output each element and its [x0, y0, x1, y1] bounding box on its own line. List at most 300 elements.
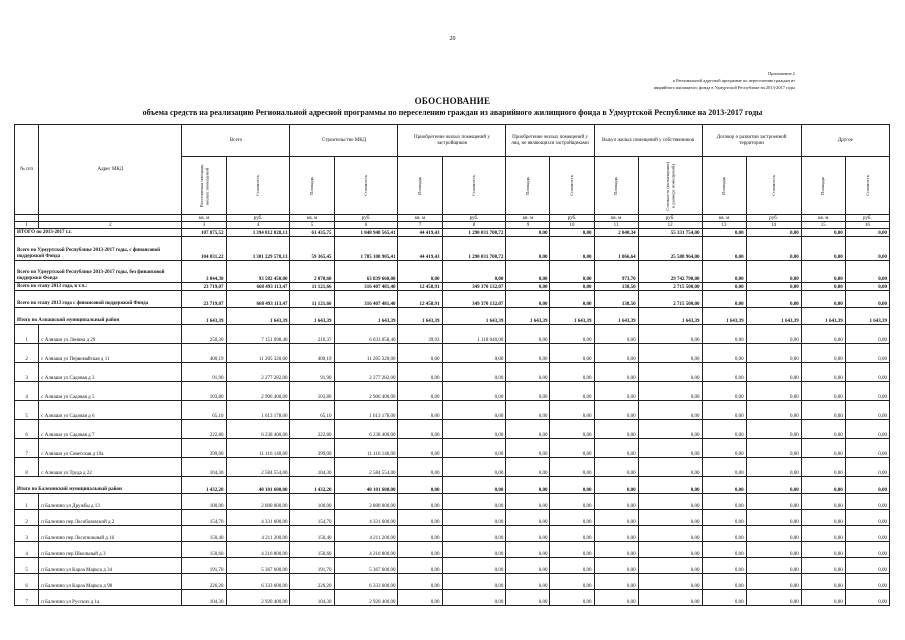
row-address: с Алнаши ул Первомайская д 11: [39, 344, 182, 363]
row-value: 0,00: [702, 325, 746, 344]
row-address: п Балезино ул Карла Маркса д 98: [39, 574, 182, 590]
row-value: 0,00: [845, 382, 889, 401]
row-value: 0,00: [845, 590, 889, 606]
summary-value: 0,00: [506, 261, 550, 283]
table-row: [15, 325, 890, 344]
header-group-total: Всего: [182, 125, 290, 157]
row-value: 0,00: [638, 526, 702, 542]
units-cell: руб.: [638, 215, 702, 222]
row-value: 104,30: [182, 458, 226, 477]
table-row: [15, 542, 890, 558]
header-sub-text: Площадь: [721, 176, 727, 195]
row-value: 0,00: [550, 420, 594, 439]
row-value: 2 906 400,00: [334, 382, 398, 401]
row-value: 0,00: [550, 510, 594, 526]
header-num: № п/п: [15, 125, 39, 215]
header-sub: [290, 157, 334, 215]
row-value: 0,00: [594, 458, 638, 477]
row-value: 0,00: [845, 401, 889, 420]
units-cell: руб.: [550, 215, 594, 222]
row-value: 100,00: [182, 494, 226, 510]
summary-value: 107 875,52: [182, 229, 226, 237]
row-value: 0,00: [506, 526, 550, 542]
summary-value: 0,00: [550, 237, 594, 261]
row-number: 4: [15, 382, 39, 401]
table-row: [15, 344, 890, 363]
row-value: 0,00: [442, 458, 506, 477]
header-group-construction: Строительство МКД: [290, 125, 398, 157]
header-sub-text: Стоимость: [363, 174, 369, 197]
row-value: 0,00: [801, 420, 845, 439]
row-value: 65,10: [290, 401, 334, 420]
row-value: 4 331 600,00: [334, 510, 398, 526]
row-value: 0,00: [442, 344, 506, 363]
units-cell: кв. м: [594, 215, 638, 222]
header-sub: [506, 157, 550, 215]
row-address: с Алнаши ул Садовая д 3: [39, 363, 182, 382]
column-number: 16: [845, 222, 889, 229]
summary-value: 0,00: [550, 291, 594, 308]
row-value: 0,00: [801, 344, 845, 363]
row-value: 0,00: [398, 510, 442, 526]
row-value: 2 920 400,00: [226, 590, 290, 606]
row-value: 103,80: [290, 382, 334, 401]
row-value: 0,00: [845, 574, 889, 590]
header-address: Адрес МКД: [39, 125, 182, 215]
summary-value: 40 101 600,00: [226, 477, 290, 494]
row-value: 0,00: [702, 401, 746, 420]
row-value: 0,00: [398, 363, 442, 382]
row-value: 2 277 282,00: [226, 363, 290, 382]
summary-value: 11 121,66: [290, 283, 334, 291]
row-value: 0,00: [506, 590, 550, 606]
row-value: 0,00: [594, 494, 638, 510]
row-value: 0,00: [442, 542, 506, 558]
row-value: 11 116 140,00: [334, 439, 398, 458]
column-number: 11: [594, 222, 638, 229]
header-group-developers: Приобретение жилых помещений у застройщиков: [398, 125, 506, 157]
row-value: 91,90: [290, 363, 334, 382]
header-sub-text: Площадь: [820, 176, 826, 195]
summary-value: 0,00: [702, 477, 746, 494]
row-value: 0,00: [594, 542, 638, 558]
summary-value: 0,00: [845, 261, 889, 283]
summary-value: 1 290 831 708,72: [442, 237, 506, 261]
row-number: 3: [15, 363, 39, 382]
row-value: 0,00: [702, 510, 746, 526]
row-value: 226,20: [182, 574, 226, 590]
summary-value: 29 742 790,00: [638, 261, 702, 283]
summary-value: 0,00: [506, 477, 550, 494]
row-value: 0,00: [845, 494, 889, 510]
units-cell: кв. м: [702, 215, 746, 222]
column-number: 7: [398, 222, 442, 229]
row-value: 4 216 800,00: [226, 542, 290, 558]
row-value: 2 800 000,00: [334, 494, 398, 510]
row-value: 0,00: [550, 458, 594, 477]
appendix-note: [654, 70, 795, 91]
units-cell: кв. м: [801, 215, 845, 222]
summary-value: 0,00: [746, 229, 801, 237]
summary-value: 0,00: [638, 477, 702, 494]
row-value: 0,00: [442, 401, 506, 420]
row-value: 0,00: [746, 542, 801, 558]
summary-value: 0,00: [506, 283, 550, 291]
row-value: 250,30: [182, 325, 226, 344]
row-value: 11 205 320,00: [226, 344, 290, 363]
summary-value: 316 407 481,40: [334, 283, 398, 291]
row-value: 0,00: [442, 590, 506, 606]
row-value: 0,00: [845, 526, 889, 542]
row-value: 0,00: [845, 510, 889, 526]
row-value: 0,00: [398, 458, 442, 477]
row-value: 0,00: [398, 558, 442, 574]
row-value: 0,00: [506, 382, 550, 401]
summary-value: 0,00: [801, 261, 845, 283]
row-address: с Алнаши ул Ленина д 29: [39, 325, 182, 344]
row-value: 0,00: [506, 494, 550, 510]
document-subtitle: объема средств на реализацию Региональной адресной программы по переселению граждан из аварийного жилищного фонда в Удмуртской Республике на 2013-2017 годы: [142, 108, 763, 117]
summary-value: 1 643,39: [594, 308, 638, 325]
row-value: 0,00: [702, 382, 746, 401]
summary-value: 0,00: [398, 477, 442, 494]
summary-label: Всего по Удмуртской Республике 2013-2017 годы, с финансовой поддержкой Фонда: [15, 237, 182, 261]
row-value: 0,00: [845, 363, 889, 382]
row-value: 0,00: [398, 344, 442, 363]
row-value: 65,10: [182, 401, 226, 420]
row-value: 0,00: [638, 401, 702, 420]
row-value: 0,00: [442, 420, 506, 439]
row-value: 0,00: [702, 439, 746, 458]
summary-value: 0,00: [801, 237, 845, 261]
summary-value: 0,00: [550, 477, 594, 494]
row-value: 103,80: [182, 382, 226, 401]
row-value: 0,00: [398, 590, 442, 606]
row-address: с Алнаши ул Садовая д 7: [39, 420, 182, 439]
row-value: 39,93: [398, 325, 442, 344]
row-number: 7: [15, 590, 39, 606]
table-row: [15, 420, 890, 439]
row-value: 0,00: [550, 344, 594, 363]
table-row: [15, 494, 890, 510]
column-number: 8: [442, 222, 506, 229]
row-value: 0,00: [442, 558, 506, 574]
row-value: 6 333 600,00: [334, 574, 398, 590]
row-value: 226,20: [290, 574, 334, 590]
summary-label: Всего по этапу 2013 года, в т.ч.:: [15, 283, 182, 291]
row-value: 104,30: [182, 590, 226, 606]
row-value: 91,90: [182, 363, 226, 382]
header-sub: [801, 157, 845, 215]
summary-value: 0,00: [702, 291, 746, 308]
header-sub-text: Стоимость: [864, 174, 870, 197]
summary-value: 12 458,91: [398, 283, 442, 291]
summary-value: 55 331 754,00: [638, 229, 702, 237]
summary-value: 0,00: [845, 283, 889, 291]
row-value: 0,00: [746, 510, 801, 526]
row-value: 0,00: [702, 363, 746, 382]
row-value: 5 367 600,00: [226, 558, 290, 574]
row-value: 0,00: [702, 494, 746, 510]
row-value: 0,00: [702, 558, 746, 574]
row-value: 0,00: [594, 439, 638, 458]
row-value: 0,00: [550, 574, 594, 590]
column-number-row: [15, 222, 890, 229]
row-value: 0,00: [594, 420, 638, 439]
summary-label: Итого по Балезинский муниципальный район: [15, 477, 182, 494]
funding-table: [14, 124, 890, 606]
row-value: 4 211 200,00: [334, 526, 398, 542]
table-row: [15, 526, 890, 542]
row-value: 0,00: [594, 574, 638, 590]
row-value: 0,00: [746, 558, 801, 574]
row-value: 0,00: [801, 363, 845, 382]
row-value: 0,00: [506, 510, 550, 526]
row-value: 0,00: [845, 344, 889, 363]
header-sub-text: Расселяемая площадь жилых помещений: [198, 164, 210, 207]
row-number: 2: [15, 344, 39, 363]
row-value: 0,00: [398, 494, 442, 510]
header-group-non-developers: Приобретение жилых помещений у лиц, не являющихся застройщиками: [506, 125, 594, 157]
row-value: 0,00: [801, 439, 845, 458]
row-value: 2 906 400,00: [226, 382, 290, 401]
row-value: 0,00: [702, 420, 746, 439]
row-address: с Алнаши ул Советская д 19а: [39, 439, 182, 458]
summary-label: Всего по Удмуртской Республике 2013-2017 годы, без финансовой поддержки Фонда: [15, 261, 182, 283]
row-number: 7: [15, 439, 39, 458]
table-row: [15, 363, 890, 382]
header-sub: [594, 157, 638, 215]
row-value: 0,00: [442, 526, 506, 542]
row-value: 0,00: [638, 458, 702, 477]
summary-label: Всего по этапу 2013 года с финансовой поддержкой Фонда: [15, 291, 182, 308]
summary-value: 1 785 108 905,41: [334, 237, 398, 261]
row-value: 0,00: [506, 458, 550, 477]
row-value: 0,00: [594, 558, 638, 574]
row-value: 0,00: [746, 325, 801, 344]
row-value: 0,00: [845, 542, 889, 558]
summary-value: 0,00: [801, 229, 845, 237]
row-value: 4 331 600,00: [226, 510, 290, 526]
summary-value: 0,00: [550, 283, 594, 291]
row-value: 0,00: [702, 574, 746, 590]
summary-value: 1 643,39: [334, 308, 398, 325]
header-sub: [442, 157, 506, 215]
row-value: 0,00: [594, 363, 638, 382]
summary-value: 1 643,39: [226, 308, 290, 325]
row-value: 0,00: [398, 439, 442, 458]
row-value: 11 116 140,00: [226, 439, 290, 458]
header-sub-text: Площадь: [309, 176, 315, 195]
summary-value: 1 432,20: [182, 477, 226, 494]
row-value: 0,00: [550, 439, 594, 458]
column-number: 3: [182, 222, 226, 229]
summary-row: [15, 261, 890, 283]
row-number: 1: [15, 325, 39, 344]
row-value: 100,00: [290, 494, 334, 510]
row-number: 3: [15, 526, 39, 542]
summary-value: 668 493 113,47: [226, 283, 290, 291]
table-row: [15, 382, 890, 401]
row-value: 5 367 600,00: [334, 558, 398, 574]
row-value: 0,00: [506, 401, 550, 420]
summary-value: 23 719,07: [182, 291, 226, 308]
row-value: 150,60: [182, 542, 226, 558]
row-value: 2 800 000,00: [226, 494, 290, 510]
row-value: 0,00: [594, 590, 638, 606]
summary-value: 349 370 132,07: [442, 291, 506, 308]
header-sub-text: Стоимость: [255, 174, 261, 197]
summary-value: 0,00: [702, 229, 746, 237]
summary-value: 1 643,39: [398, 308, 442, 325]
summary-row: [15, 477, 890, 494]
summary-value: 349 370 132,07: [442, 283, 506, 291]
summary-value: 2 715 500,00: [638, 283, 702, 291]
summary-value: 0,00: [506, 237, 550, 261]
row-value: 0,00: [594, 344, 638, 363]
summary-value: 3 301 229 578,13: [226, 237, 290, 261]
summary-value: 2 070,60: [290, 261, 334, 283]
summary-value: 104 831,22: [182, 237, 226, 261]
row-value: 0,00: [638, 510, 702, 526]
row-value: 0,00: [801, 325, 845, 344]
row-value: 0,00: [506, 558, 550, 574]
row-value: 150,60: [290, 542, 334, 558]
header-group-buyout: Выкуп жилых помещений у собственников: [594, 125, 702, 157]
column-number: 5: [290, 222, 334, 229]
table-row: [15, 439, 890, 458]
summary-value: 0,00: [702, 237, 746, 261]
row-value: 11 205 320,00: [334, 344, 398, 363]
units-cell: руб.: [442, 215, 506, 222]
row-value: 222,80: [182, 420, 226, 439]
row-value: 0,00: [801, 590, 845, 606]
header-group-other: Другое: [801, 125, 889, 157]
summary-label: ИТОГО по 2013-2017 г.г.: [15, 229, 182, 237]
row-value: 0,00: [702, 526, 746, 542]
row-value: 0,00: [801, 510, 845, 526]
summary-value: 11 121,66: [290, 291, 334, 308]
summary-value: 0,00: [550, 261, 594, 283]
row-value: 2 584 554,00: [226, 458, 290, 477]
row-value: 2 277 282,00: [334, 363, 398, 382]
row-value: 7 151 098,40: [226, 325, 290, 344]
row-value: 0,00: [442, 510, 506, 526]
appendix-line-3: аварийного жилищного фонда в Удмуртской Республике на 2013-2017 годы: [653, 85, 795, 90]
row-address: с Алнаши ул Садовая д 5: [39, 382, 182, 401]
row-value: 191,70: [182, 558, 226, 574]
summary-value: 0,00: [398, 261, 442, 283]
summary-value: 0,00: [702, 283, 746, 291]
summary-value: 1 290 831 708,72: [442, 229, 506, 237]
summary-value: 59 365,45: [290, 237, 334, 261]
summary-value: 93 582 450,00: [226, 261, 290, 283]
summary-row: [15, 291, 890, 308]
appendix-line-1: Приложение 2: [768, 71, 795, 76]
row-value: 154,70: [290, 510, 334, 526]
row-value: 0,00: [746, 526, 801, 542]
summary-value: 0,00: [594, 477, 638, 494]
row-value: 0,00: [845, 325, 889, 344]
summary-value: 0,00: [801, 283, 845, 291]
row-value: 0,00: [801, 401, 845, 420]
row-value: 399,00: [290, 439, 334, 458]
units-cell: руб.: [845, 215, 889, 222]
row-value: 0,00: [638, 344, 702, 363]
row-value: 0,00: [550, 325, 594, 344]
header-sub: [746, 157, 801, 215]
row-address: п Балезино ул Русских д 1а: [39, 590, 182, 606]
header-sub-text: Стоимость: [471, 174, 477, 197]
row-value: 0,00: [638, 325, 702, 344]
units-cell: [15, 215, 39, 222]
summary-value: 1 643,39: [506, 308, 550, 325]
row-number: 4: [15, 542, 39, 558]
column-number: 10: [550, 222, 594, 229]
row-value: 4 216 800,00: [334, 542, 398, 558]
column-number: 13: [702, 222, 746, 229]
summary-value: 0,00: [845, 229, 889, 237]
summary-value: 1 643,39: [442, 308, 506, 325]
units-cell: кв. м: [506, 215, 550, 222]
row-value: 0,00: [442, 382, 506, 401]
summary-row: [15, 229, 890, 237]
column-number: 9: [506, 222, 550, 229]
row-value: 0,00: [550, 526, 594, 542]
summary-value: 1 643,39: [845, 308, 889, 325]
row-value: 0,00: [594, 510, 638, 526]
column-number: 1: [15, 222, 39, 229]
row-value: 6 238 400,00: [226, 420, 290, 439]
column-number: 12: [638, 222, 702, 229]
row-value: 0,00: [845, 458, 889, 477]
summary-value: 0,00: [746, 237, 801, 261]
row-value: 150,40: [290, 526, 334, 542]
row-value: 154,70: [182, 510, 226, 526]
table-row: [15, 510, 890, 526]
row-address: п Балезино пер Лесобазовский д 2: [39, 510, 182, 526]
row-value: 216,37: [290, 325, 334, 344]
row-value: 0,00: [398, 382, 442, 401]
units-cell: руб.: [226, 215, 290, 222]
row-value: 0,00: [638, 590, 702, 606]
row-value: 0,00: [398, 401, 442, 420]
row-number: 6: [15, 420, 39, 439]
summary-value: 1 848 948 565,41: [334, 229, 398, 237]
row-address: п Балезино ул Карла Маркса д 34: [39, 558, 182, 574]
row-value: 0,00: [746, 439, 801, 458]
summary-value: 1 432,20: [290, 477, 334, 494]
row-value: 104,30: [290, 458, 334, 477]
summary-value: 1 643,39: [638, 308, 702, 325]
row-value: 0,00: [398, 420, 442, 439]
row-value: 0,00: [801, 574, 845, 590]
summary-value: 0,00: [801, 477, 845, 494]
row-value: 0,00: [801, 382, 845, 401]
row-value: 0,00: [398, 574, 442, 590]
row-value: 0,00: [506, 325, 550, 344]
header-sub-text: Стоимость (возмещение) в размере помещений): [664, 160, 676, 211]
summary-value: 0,00: [801, 291, 845, 308]
summary-value: 63 839 660,00: [334, 261, 398, 283]
row-value: 0,00: [801, 494, 845, 510]
row-value: 6 238 400,00: [334, 420, 398, 439]
table-row: [15, 574, 890, 590]
units-cell: кв. м: [398, 215, 442, 222]
row-value: 0,00: [506, 420, 550, 439]
row-value: 0,00: [746, 401, 801, 420]
row-value: 0,00: [702, 590, 746, 606]
